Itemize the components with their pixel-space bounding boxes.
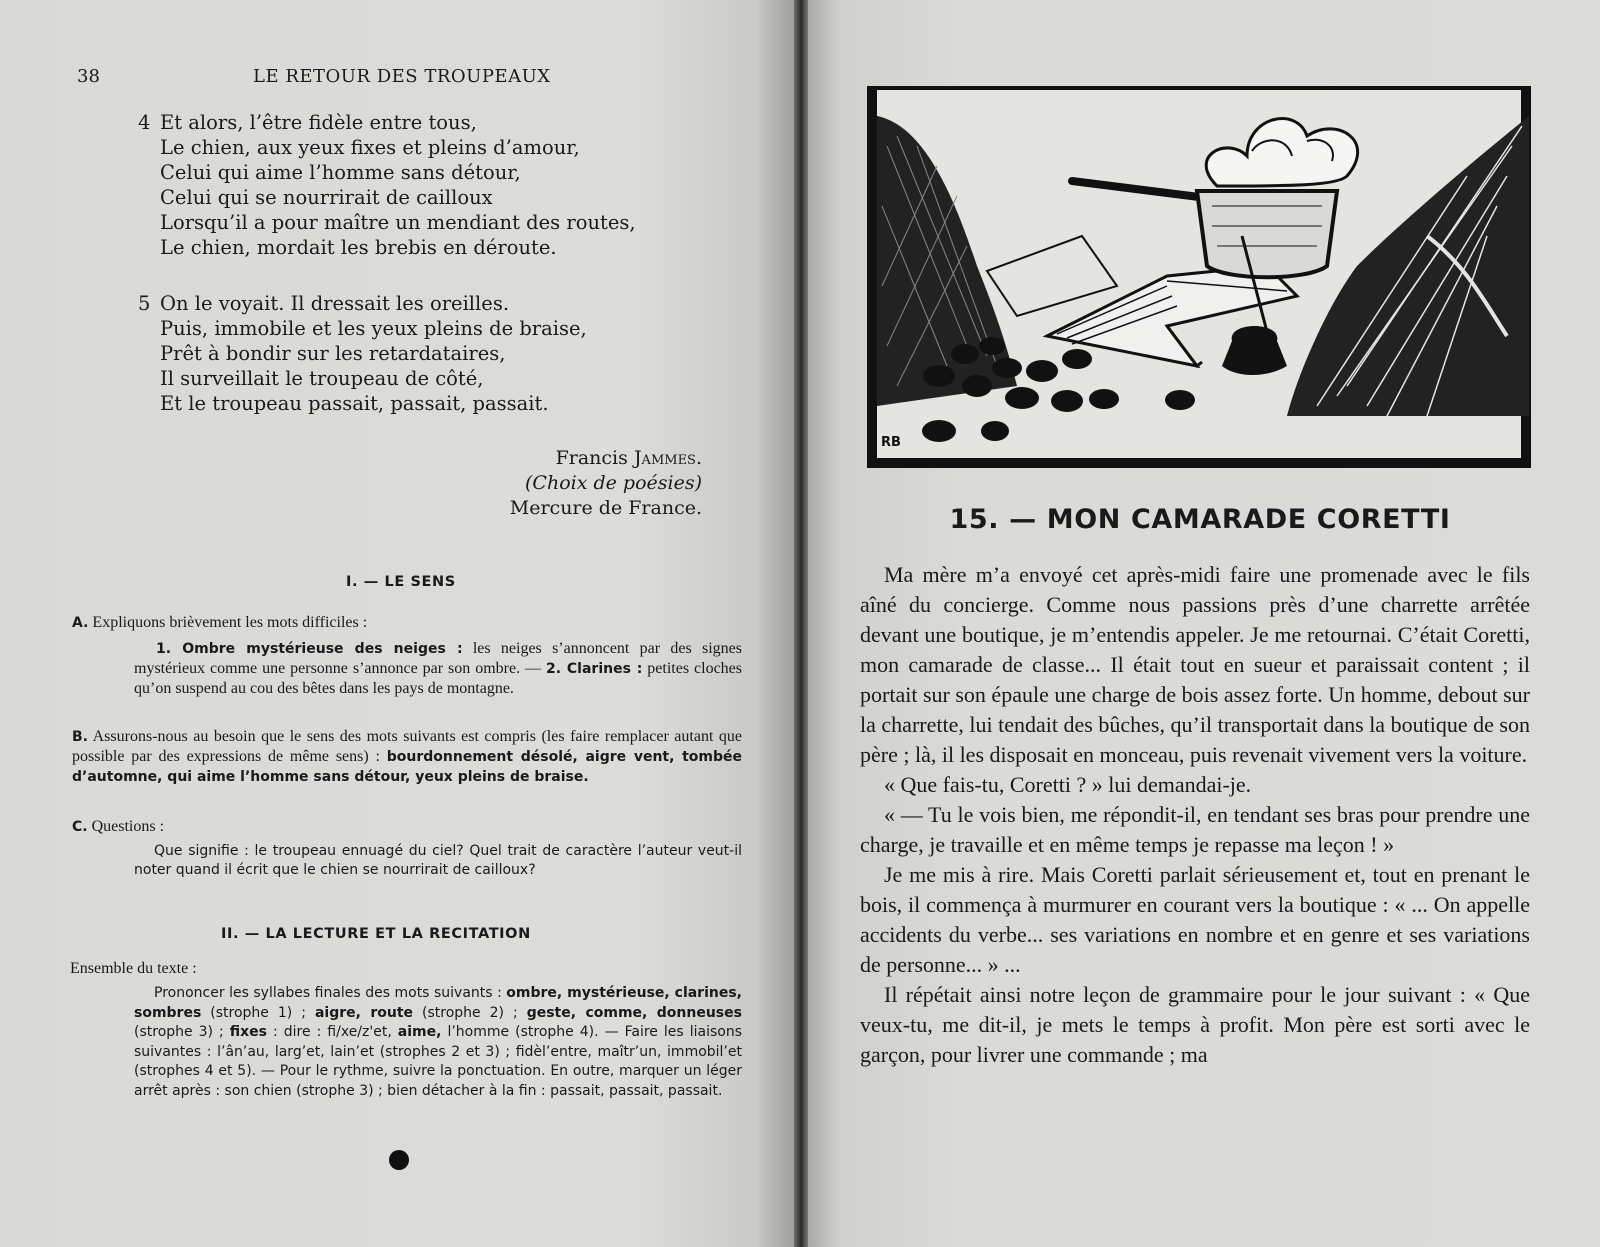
exercise-label: C.	[72, 819, 88, 835]
attribution	[470, 446, 702, 521]
instruction-text: (strophe 1) ;	[201, 1004, 315, 1021]
paragraph: Il répétait ainsi notre leçon de grammaire pour le jour suivant : « Que veux-tu, me dit-il, je mets le temps à profit. Mon père est sorti avec le garçon, pour livrer une commande ; ma	[860, 982, 1530, 1067]
verse-line: Prêt à bondir sur les retardataires,	[160, 342, 506, 365]
verse-line: Puis, immobile et les yeux pleins de braise,	[160, 317, 587, 340]
glossary-term: 2. Clarines :	[546, 661, 643, 677]
stanza-5	[138, 291, 587, 416]
section-heading-lecture: II. — LA LECTURE ET LA RECITATION	[221, 926, 531, 942]
exercise-instruction: Expliquons brièvement les mots difficiles :	[92, 614, 368, 631]
exercise-label: B.	[72, 729, 88, 745]
glossary-definition: les neiges s’annoncent par des signes mystérieux comme une personne s’annonce par son ombre. —	[134, 640, 742, 677]
instruction-text: l’homme (strophe 4). — Faire les liaisons suivantes : l’ân’au, larg’et, lain’et (strophes 2 et 3) ; fidèl’entre, maîtr’un, immobil’et (strophes 4 et 5). — Pour le rythme, suivre la ponctuation. En outre, marquer un léger arrêt après : son chien (strophe 3) ; bien détacher à la fin : passait, passait, passait.	[134, 1024, 743, 1099]
verse-line: Celui qui aime l’homme sans détour,	[160, 161, 521, 184]
chapter-text	[860, 560, 1530, 1070]
section-heading-sens: I. — LE SENS	[346, 574, 456, 590]
verse-line: Celui qui se nourrirait de cailloux	[160, 186, 493, 209]
page-number: 38	[77, 66, 100, 87]
exercise-b	[72, 727, 742, 787]
paragraph: « — Tu le vois bien, me répondit-il, en tendant ses bras pour prendre une charge, je travaille et en même temps je repasse ma leçon ! »	[860, 802, 1530, 857]
author-first-name: Francis	[555, 447, 628, 469]
end-bullet	[389, 1150, 409, 1170]
exercise-a	[72, 613, 742, 633]
instruction-text: (strophe 3) ;	[134, 1024, 230, 1040]
chapter-title: 15. — MON CAMARADE CORETTI	[949, 504, 1451, 535]
instruction-text: Prononcer les syllabes finales des mots suivants :	[154, 985, 507, 1001]
paragraph: Ma mère m’a envoyé cet après-midi faire une promenade avec le fils aîné du concierge. Comme nous passions près d’une charrette arrêtée devant une boutique, je m’entendis appeler. Je me retournai. C’était Coretti, mon camarade de classe... Il était tout en sueur et paraissait content ; il portait sur son épaule une charge de bois assez forte. Un homme, debout sur la charrette, lui tendait des bûches, qu’il transportait dans la boutique de son père ; là, il les disposait en monceau, puis revenait vivement vers la voiture.	[860, 562, 1530, 767]
stanza-number: 5	[138, 292, 151, 315]
exercise-label: A.	[72, 615, 89, 631]
verse-line: On le voyait. Il dressait les oreilles.	[160, 292, 510, 315]
exercise-a-items	[134, 639, 742, 698]
glossary-definition: petites cloches qu’on suspend au cou des bêtes dans les pays de montagne.	[134, 660, 743, 697]
stanza-number: 4	[138, 111, 151, 134]
verse-line: Le chien, mordait les brebis en déroute.	[160, 236, 557, 259]
vocabulary-terms: bourdonnement désolé, aigre vent, tombée d’automne, qui aime l’homme sans détour, yeux pleins de braise.	[72, 749, 743, 785]
glossary-term: 1. Ombre mystérieuse des neiges :	[156, 641, 463, 657]
exercise-instruction: Questions :	[91, 818, 165, 835]
instruction-text: : dire : fi/xe/z'et,	[267, 1024, 398, 1040]
exercise-c-question: Que signifie : le troupeau ennuagé du ciel? Quel trait de caractère l’auteur veut-il noter quand il écrit que le chien se nourrirait de cailloux?	[134, 843, 742, 878]
verse-line: Et le troupeau passait, passait, passait.	[160, 392, 549, 415]
exercise-c	[72, 817, 742, 837]
stanza-4	[138, 110, 636, 260]
running-head: LE RETOUR DES TROUPEAUX	[253, 66, 551, 87]
publisher: Mercure de France.	[509, 497, 702, 519]
verse-line: Il surveillait le troupeau de côté,	[160, 367, 484, 390]
verse-line: Le chien, aux yeux fixes et pleins d’amour,	[160, 136, 580, 159]
author-last-name: Jammes.	[633, 447, 702, 469]
paragraph: « Que fais-tu, Coretti ? » lui demandai-je.	[884, 772, 1252, 797]
highlighted-words: aigre, route	[314, 1004, 414, 1021]
highlighted-words: fixes	[229, 1024, 267, 1040]
highlighted-words: ombre, mystérieuse, clarines, sombres	[134, 985, 743, 1021]
exercise-instruction: Assurons-nous au besoin que le sens des mots suivants est compris (les faire remplacer autant que possible par des expressions de même sens) :	[72, 728, 742, 765]
section-subtitle: Ensemble du texte :	[70, 960, 197, 977]
paragraph: Je me mis à rire. Mais Coretti parlait sérieusement et, tout en prenant le bois, il commença à murmurer en courant vers la boutique : « ... On appelle accidents du verbe... ses variations en nombre et en genre et ses variations de personne... » ...	[860, 862, 1530, 977]
verse-line: Et alors, l’être fidèle entre tous,	[160, 111, 477, 134]
recitation-instructions	[134, 984, 742, 1101]
highlighted-words: aime,	[397, 1024, 442, 1040]
woodcut-illustration	[867, 86, 1531, 468]
highlighted-words: geste, comme, donneuses	[526, 1004, 742, 1021]
illustration-signature: RB	[881, 435, 901, 450]
verse-line: Lorsqu’il a pour maître un mendiant des routes,	[160, 211, 636, 234]
instruction-text: (strophe 2) ;	[413, 1004, 527, 1021]
source-work: (Choix de poésies)	[525, 472, 702, 494]
